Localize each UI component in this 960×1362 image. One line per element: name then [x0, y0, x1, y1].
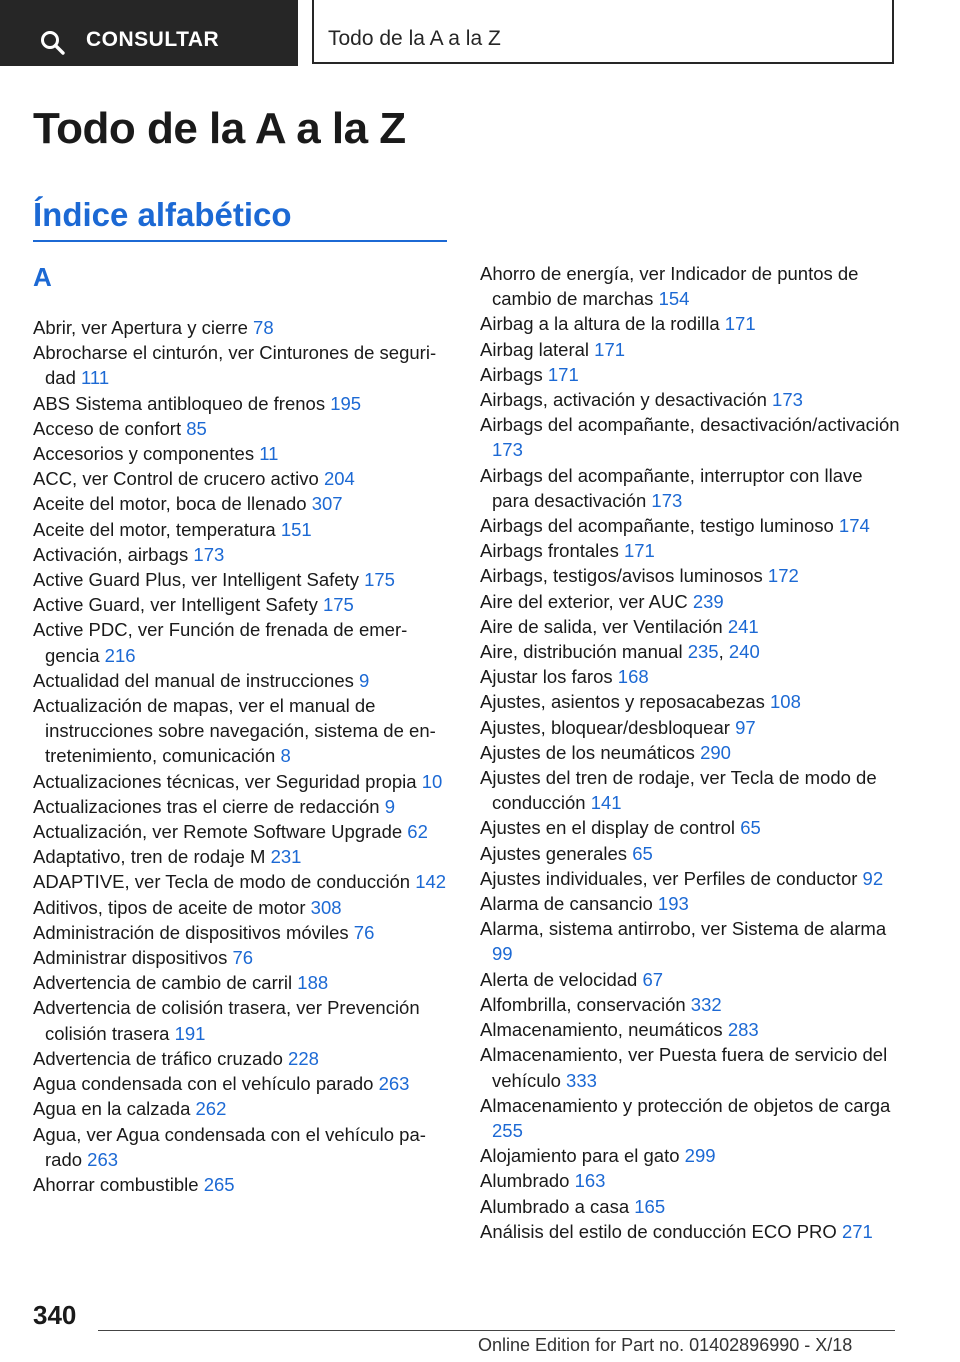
index-entry	[480, 740, 900, 765]
index-entry	[33, 617, 453, 667]
page-link[interactable]: 235	[687, 641, 719, 663]
index-entry	[480, 992, 900, 1017]
index-entry-text: Active Guard, ver Intelligent Safety	[33, 594, 318, 616]
page-link[interactable]: 290	[700, 741, 731, 763]
breadcrumb[interactable]	[312, 0, 894, 64]
index-entry: Aire, distribución manual 235, 240	[480, 641, 760, 663]
index-entry-text: Advertencia de tráfico cruzado	[33, 1047, 283, 1069]
page-link[interactable]: 175	[364, 569, 395, 591]
index-entry-text: Airbags, activación y desactivación	[480, 389, 767, 411]
index-entry-text: Análisis del estilo de conducción ECO PRO	[480, 1220, 837, 1242]
index-entry-text: Accesorios y componentes	[33, 443, 255, 465]
index-entry	[480, 563, 900, 588]
index-entry-text: Agua en la calzada	[33, 1098, 191, 1120]
index-entry-text: Ajustes, asientos y reposacabezas	[480, 691, 765, 713]
page-link[interactable]: 62	[407, 821, 428, 843]
page-link[interactable]: 307	[311, 493, 343, 515]
index-entry-text: Agua, ver Agua condensada con el vehículo parado	[33, 1123, 426, 1170]
page-link[interactable]: 173	[492, 439, 523, 461]
page-link[interactable]: 188	[297, 972, 329, 994]
index-entry-text: Actualización de mapas, ver el manual de instrucciones sobre navegación, sistema de entretenimiento, comunicación	[33, 695, 436, 767]
index-column-left	[33, 315, 453, 1197]
index-entry	[33, 794, 453, 819]
page-link[interactable]: 171	[623, 540, 655, 562]
index-entry-text: Activación, airbags	[33, 543, 189, 565]
index-entry-text: Ajustes en el display de control	[480, 817, 736, 839]
section-title: Índice alfabético	[33, 196, 292, 233]
index-entry-text: Actualización, ver Remote Software Upgrade	[33, 821, 403, 843]
page-link[interactable]: 76	[353, 921, 375, 943]
footer-divider	[98, 1330, 895, 1331]
index-entry-text: ADAPTIVE, ver Tecla de modo de conducción	[33, 871, 411, 893]
index-entry-text: Actualidad del manual de instrucciones	[33, 669, 354, 691]
page-link[interactable]: 173	[772, 389, 803, 411]
page-link[interactable]: 204	[323, 468, 355, 490]
index-entry-text: Ajustes de los neumáticos	[480, 741, 695, 763]
index-entry	[480, 589, 900, 614]
index-entry	[33, 1172, 453, 1197]
index-entry	[480, 337, 900, 362]
index-entry	[480, 689, 900, 714]
page-link[interactable]: 171	[594, 338, 626, 360]
index-entry-text: Abrir, ver Apertura y cierre	[33, 317, 248, 338]
index-entry-text: Almacenamiento, neumáticos	[480, 1019, 723, 1041]
page-link[interactable]: 308	[310, 896, 342, 918]
index-entry-text: Airbags del acompañante, testigo luminoso	[480, 515, 834, 537]
page-link[interactable]: 299	[684, 1145, 716, 1167]
index-entry-text: Ahorrar combustible	[33, 1173, 199, 1195]
index-entry	[480, 261, 900, 311]
index-entry-text: Almacenamiento y protección de objetos de carga	[480, 1094, 891, 1116]
page-link[interactable]: 163	[574, 1170, 606, 1192]
page-link[interactable]: 171	[547, 363, 579, 385]
top-navigation-bar	[0, 0, 960, 68]
index-entry	[33, 1071, 453, 1096]
index-entry	[480, 1042, 900, 1092]
page-link[interactable]: 191	[174, 1022, 206, 1044]
index-entry-text: Advertencia de cambio de carril	[33, 972, 293, 994]
index-entry	[480, 387, 900, 412]
index-entry	[480, 891, 900, 916]
index-entry	[480, 362, 900, 387]
index-entry	[480, 841, 900, 866]
page-link[interactable]: 9	[359, 669, 370, 691]
index-entry	[33, 1046, 453, 1071]
page-link[interactable]: 67	[642, 968, 664, 990]
page-link[interactable]: 97	[735, 716, 756, 738]
index-entry-text: Abrocharse el cinturón, ver Cinturones de seguridad	[33, 342, 437, 389]
index-entry-text: ABS Sistema antibloqueo de frenos	[33, 392, 326, 414]
page-link[interactable]: 151	[280, 518, 312, 540]
index-entry	[480, 311, 900, 336]
index-entry	[480, 412, 900, 462]
index-entry	[33, 315, 453, 340]
index-entry	[480, 967, 900, 992]
index-entry	[33, 491, 453, 516]
index-entry	[33, 869, 453, 894]
index-entry	[33, 769, 453, 794]
breadcrumb-label: Todo de la A a la Z	[328, 27, 501, 50]
index-entry-text: Adaptativo, tren de rodaje M	[33, 846, 266, 868]
index-entry	[33, 1096, 453, 1121]
index-entry	[33, 340, 453, 390]
page-link[interactable]: 240	[728, 641, 760, 663]
index-entry	[33, 542, 453, 567]
index-entry	[480, 664, 900, 689]
index-entry	[33, 592, 453, 617]
page-link[interactable]: 174	[838, 515, 870, 537]
page-link[interactable]: 154	[658, 288, 690, 310]
page-link[interactable]: 173	[651, 489, 683, 511]
page-link[interactable]: 76	[232, 947, 254, 969]
index-entry	[33, 895, 453, 920]
index-entry	[480, 1017, 900, 1042]
page-link[interactable]: 172	[767, 565, 799, 587]
index-entry-text: Airbags frontales	[480, 540, 619, 562]
index-entry	[480, 1194, 900, 1219]
page-link[interactable]: 92	[862, 867, 884, 889]
index-entry-text: Administrar dispositivos	[33, 947, 228, 969]
index-entry	[480, 815, 900, 840]
index-entry	[33, 819, 453, 844]
index-entry-text: Airbags	[480, 363, 543, 385]
page-link[interactable]: 168	[617, 666, 649, 688]
page-link[interactable]: 175	[322, 594, 354, 616]
index-entry-text: Alarma de cansancio	[480, 893, 653, 915]
page-link[interactable]: 216	[104, 644, 136, 666]
index-entry	[33, 844, 453, 869]
index-entry-text: Aditivos, tipos de aceite de motor	[33, 896, 306, 918]
index-entry	[33, 693, 453, 769]
index-entry-text: Alarma, sistema antirrobo, ver Sistema de alarma	[480, 918, 887, 940]
index-entry	[480, 463, 900, 513]
index-entry-text: Active Guard Plus, ver Intelligent Safety	[33, 569, 359, 591]
index-entry-text: Alfombrilla, conservación	[480, 993, 686, 1015]
index-letter-heading: A	[33, 262, 52, 292]
page-link[interactable]: 265	[203, 1173, 235, 1195]
index-entry-text: Alojamiento para el gato	[480, 1145, 680, 1167]
index-entry-text: Ajustes individuales, ver Perfiles de conductor	[480, 867, 858, 889]
page-number: 340	[33, 1300, 77, 1330]
page-link[interactable]: 263	[378, 1073, 410, 1095]
index-entry	[480, 715, 900, 740]
index-entry	[480, 1143, 900, 1168]
page-link[interactable]: 141	[590, 792, 622, 814]
index-entry-text: Ahorro de energía, ver Indicador de puntos de cambio de marchas	[480, 263, 859, 310]
page-link[interactable]: 108	[770, 691, 801, 713]
index-entry	[33, 1122, 453, 1172]
index-entry	[33, 668, 453, 693]
page-link[interactable]: 195	[330, 392, 362, 414]
index-entry-text: Aire, distribución manual	[480, 641, 683, 663]
index-entry	[33, 391, 453, 416]
index-entry-text: Airbags del acompañante, desactivación/activación	[480, 414, 900, 436]
page-link[interactable]: 263	[87, 1148, 119, 1170]
index-entry-text: Ajustes generales	[480, 842, 628, 864]
index-entry-text: Aire de salida, ver Ventilación	[480, 615, 723, 637]
index-entry-text: Actualizaciones técnicas, ver Seguridad propia	[33, 770, 417, 792]
page-link[interactable]: 11	[259, 443, 279, 465]
index-entry	[480, 1219, 900, 1244]
index-entry	[33, 466, 453, 491]
index-entry-text: Aceite del motor, temperatura	[33, 518, 276, 540]
index-column-right	[480, 261, 900, 1244]
page-link[interactable]: 171	[724, 313, 756, 335]
index-entry	[33, 945, 453, 970]
index-entry	[33, 517, 453, 542]
index-entry	[480, 916, 900, 966]
page-link[interactable]: 111	[81, 367, 110, 389]
index-entry	[480, 1093, 900, 1143]
page-link[interactable]: 271	[841, 1220, 873, 1242]
index-entry-text: Ajustes, bloquear/desbloquear	[480, 716, 730, 738]
index-entry	[33, 441, 453, 466]
index-entry-text: Airbags del acompañante, interruptor con llave para desactivación	[480, 464, 863, 511]
index-entry-text: Aire del exterior, ver AUC	[480, 590, 688, 612]
index-entry	[480, 765, 900, 815]
index-entry	[33, 970, 453, 995]
index-entry	[480, 1168, 900, 1193]
index-entry-text: Alumbrado	[480, 1170, 570, 1192]
page-link[interactable]: 333	[566, 1069, 597, 1091]
index-entry	[33, 416, 453, 441]
page-link[interactable]: 142	[415, 871, 447, 893]
page-link[interactable]: 255	[492, 1119, 523, 1141]
page-link[interactable]: 239	[692, 590, 724, 612]
index-entry-text: Airbag lateral	[480, 338, 590, 360]
index-entry-text: Alumbrado a casa	[480, 1195, 630, 1217]
index-entry-text: Alerta de velocidad	[480, 968, 638, 990]
index-entry-text: Almacenamiento, ver Puesta fuera de servicio del vehículo	[480, 1044, 888, 1091]
index-entry	[480, 538, 900, 563]
page-link[interactable]: 85	[186, 417, 207, 439]
page-link[interactable]: 65	[632, 842, 653, 864]
page-link[interactable]: 78	[253, 317, 274, 338]
index-entry	[480, 513, 900, 538]
page-link[interactable]: 228	[288, 1047, 319, 1069]
page-link[interactable]: 262	[195, 1098, 227, 1120]
consult-button[interactable]	[0, 0, 298, 66]
page-link[interactable]: 99	[492, 943, 513, 965]
page-link[interactable]: 165	[634, 1195, 666, 1217]
index-entry-text: ACC, ver Control de crucero activo	[33, 468, 319, 490]
page-link[interactable]: 65	[740, 817, 761, 839]
page-link[interactable]: 231	[270, 846, 302, 868]
page-link[interactable]: 8	[280, 745, 291, 767]
page-link[interactable]: 332	[690, 993, 722, 1015]
index-entry-text: Ajustes del tren de rodaje, ver Tecla de modo de conducción	[480, 767, 877, 814]
index-entry-text: Airbags, testigos/avisos luminosos	[480, 565, 763, 587]
index-entry-text: Actualizaciones tras el cierre de redacción	[33, 795, 380, 817]
index-entry-text: Acceso de confort	[33, 417, 182, 439]
index-entry-text: Active PDC, ver Función de frenada de emergencia	[33, 619, 408, 666]
page-link[interactable]: 193	[657, 893, 689, 915]
page-link[interactable]: 241	[727, 615, 759, 637]
section-divider	[33, 240, 447, 242]
index-entry	[480, 614, 900, 639]
page-title: Todo de la A a la Z	[33, 104, 406, 153]
index-entry-text: Ajustar los faros	[480, 666, 613, 688]
page-link[interactable]: 173	[193, 543, 225, 565]
consult-label: CONSULTAR	[86, 28, 220, 51]
search-icon	[40, 30, 66, 56]
page-link[interactable]: 10	[421, 770, 443, 792]
index-entry	[33, 920, 453, 945]
index-entry-text: Administración de dispositivos móviles	[33, 921, 349, 943]
page-link[interactable]: 283	[727, 1019, 759, 1041]
page-link[interactable]: 9	[384, 795, 395, 817]
index-entry-text: Advertencia de colisión trasera, ver Prevención colisión trasera	[33, 997, 420, 1044]
index-entry	[33, 567, 453, 592]
index-entry	[33, 995, 453, 1045]
index-entry-text: Aceite del motor, boca de llenado	[33, 493, 307, 515]
index-entry-text: Airbag a la altura de la rodilla	[480, 313, 720, 335]
index-entry	[480, 866, 900, 891]
footer-edition: Online Edition for Part no. 01402896990 - X/18	[478, 1335, 853, 1355]
index-entry-text: Agua condensada con el vehículo parado	[33, 1073, 374, 1095]
